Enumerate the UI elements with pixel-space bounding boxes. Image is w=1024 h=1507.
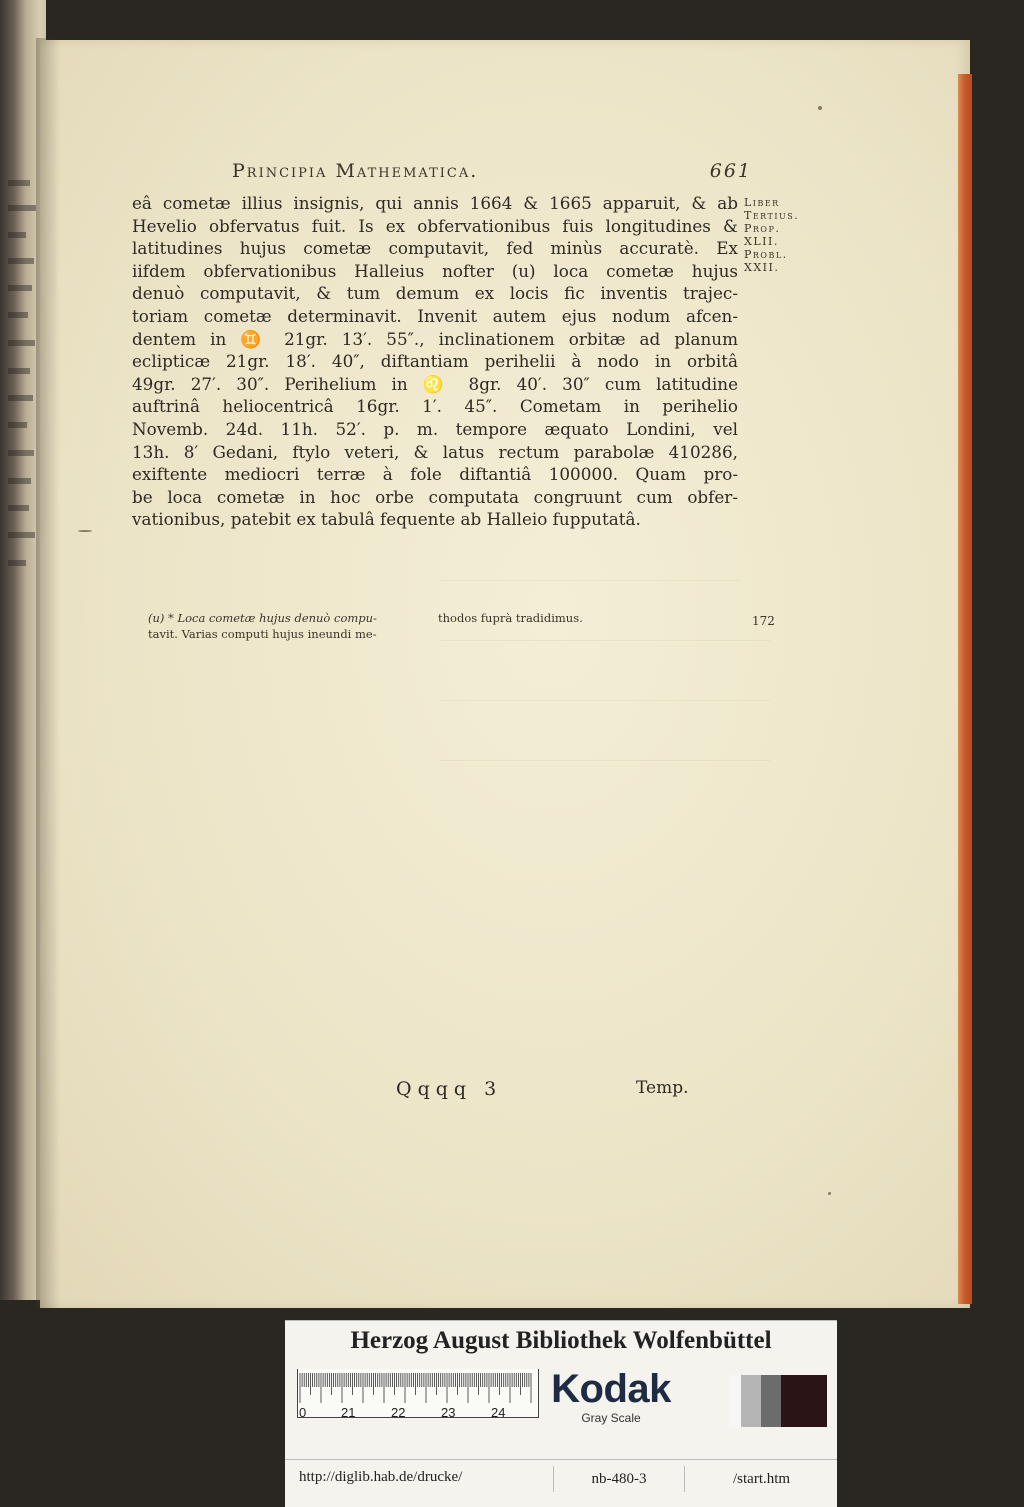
- catchword: Temp.: [636, 1078, 689, 1098]
- swatch-light-gray: [741, 1375, 761, 1427]
- card-url: http://diglib.hab.de/drucke/: [299, 1469, 463, 1485]
- text-line: vationibus, patebit ex tabulâ fequente ab Halleio fupputatâ.: [132, 509, 641, 530]
- footnote-column-left: [148, 610, 418, 642]
- ruler-label: 22: [391, 1405, 406, 1420]
- margin-note: [744, 196, 824, 274]
- paper-speck: [828, 1192, 831, 1195]
- show-through: [440, 640, 770, 641]
- text-line: be loca cometæ in hoc orbe computata congruunt cum obfer-: [132, 486, 738, 507]
- margin-line: XXII.: [744, 261, 780, 274]
- shelfmark: nb-480-3: [553, 1466, 685, 1492]
- text-line: denuò computavit, & tum demum ex locis fic inventis trajec-: [132, 283, 738, 304]
- paper-speck: [818, 106, 822, 110]
- page-edge-red: [958, 74, 972, 1304]
- footnote-column-right: [438, 610, 618, 626]
- ruler-label: 21: [341, 1405, 356, 1420]
- paper-speck: [78, 530, 92, 532]
- card-divider: [285, 1459, 837, 1460]
- text-line: latitudines hujus cometæ computavit, fed minùs accuratè. Ex: [132, 238, 738, 259]
- text-line: 49gr. 27′. 30″. Perihelium in ♌ 8gr. 40′. 30″ cum latitudine: [132, 373, 738, 394]
- footnote-line: thodos fuprà tradidimus.: [438, 611, 583, 625]
- text-line: auftrinâ heliocentricâ 16gr. 1′. 45″. Cometam in perihelio: [132, 396, 738, 417]
- kodak-logo: [541, 1367, 681, 1425]
- text-line: eâ cometæ illius insignis, qui annis 1664 & 1665 apparuit, & ab: [132, 193, 738, 213]
- gutter-shadow: [36, 38, 60, 1308]
- margin-line: XLII.: [744, 235, 779, 248]
- footnote-line: (u) * Loca cometæ hujus denuò compu-: [148, 611, 377, 625]
- text-line: toriam cometæ determinavit. Invenit autem ejus nodum afcen-: [132, 305, 738, 326]
- text-line: iifdem obfervationibus Halleius nofter (u) loca cometæ hujus: [132, 260, 738, 281]
- swatch-white: [729, 1375, 741, 1427]
- text-line: eclipticæ 21gr. 18′. 40″, diftantiam perihelii à nodo in orbitâ: [132, 351, 738, 372]
- ruler-labels: [297, 1405, 527, 1421]
- start-link-text: /start.htm: [733, 1471, 791, 1487]
- gray-scale-swatches: [729, 1375, 827, 1427]
- text-line: exiftente mediocri terræ à fole diftantiâ 100000. Quam pro-: [132, 464, 738, 485]
- text-line: Novemb. 24d. 11h. 52′. p. m. tempore æquato Londini, vel: [132, 418, 738, 439]
- ruler-label: 23: [441, 1405, 456, 1420]
- text-line: Hevelio obfervatus fuit. Is ex obfervationibus fuis longitudines &: [132, 215, 738, 236]
- footnote-line: tavit. Varias computi hujus ineundi me-: [148, 627, 377, 641]
- page-number: 661: [709, 160, 752, 182]
- show-through: [440, 580, 740, 581]
- text-line: dentem in ♊ 21gr. 13′. 55″., inclinationem orbitæ ad planum: [132, 328, 738, 349]
- swatch-dark: [781, 1375, 827, 1427]
- ruler-label: 0: [299, 1405, 307, 1420]
- main-text: [132, 192, 738, 531]
- kodak-wordmark: Kodak: [551, 1367, 671, 1411]
- calibration-card: [285, 1320, 837, 1507]
- margin-line: Liber: [744, 196, 780, 209]
- footnote-catchword: 172: [752, 614, 775, 628]
- margin-line: Prop.: [744, 222, 781, 235]
- running-title: Principia Mathematica.: [232, 160, 479, 182]
- show-through: [440, 700, 770, 701]
- running-header: [232, 160, 752, 188]
- signature-mark: Qqqq 3: [396, 1078, 503, 1100]
- text-line: 13h. 8′ Gedani, ftylo veteri, & latus rectum parabolæ 410286,: [132, 441, 738, 462]
- gray-scale-label: Gray Scale: [581, 1411, 641, 1425]
- show-through: [440, 760, 770, 761]
- swatch-mid-gray: [761, 1375, 781, 1427]
- margin-line: Probl.: [744, 248, 788, 261]
- library-name: Herzog August Bibliothek Wolfenbüttel: [350, 1327, 772, 1354]
- ruler-label: 24: [491, 1405, 506, 1420]
- margin-line: Tertius.: [744, 209, 800, 222]
